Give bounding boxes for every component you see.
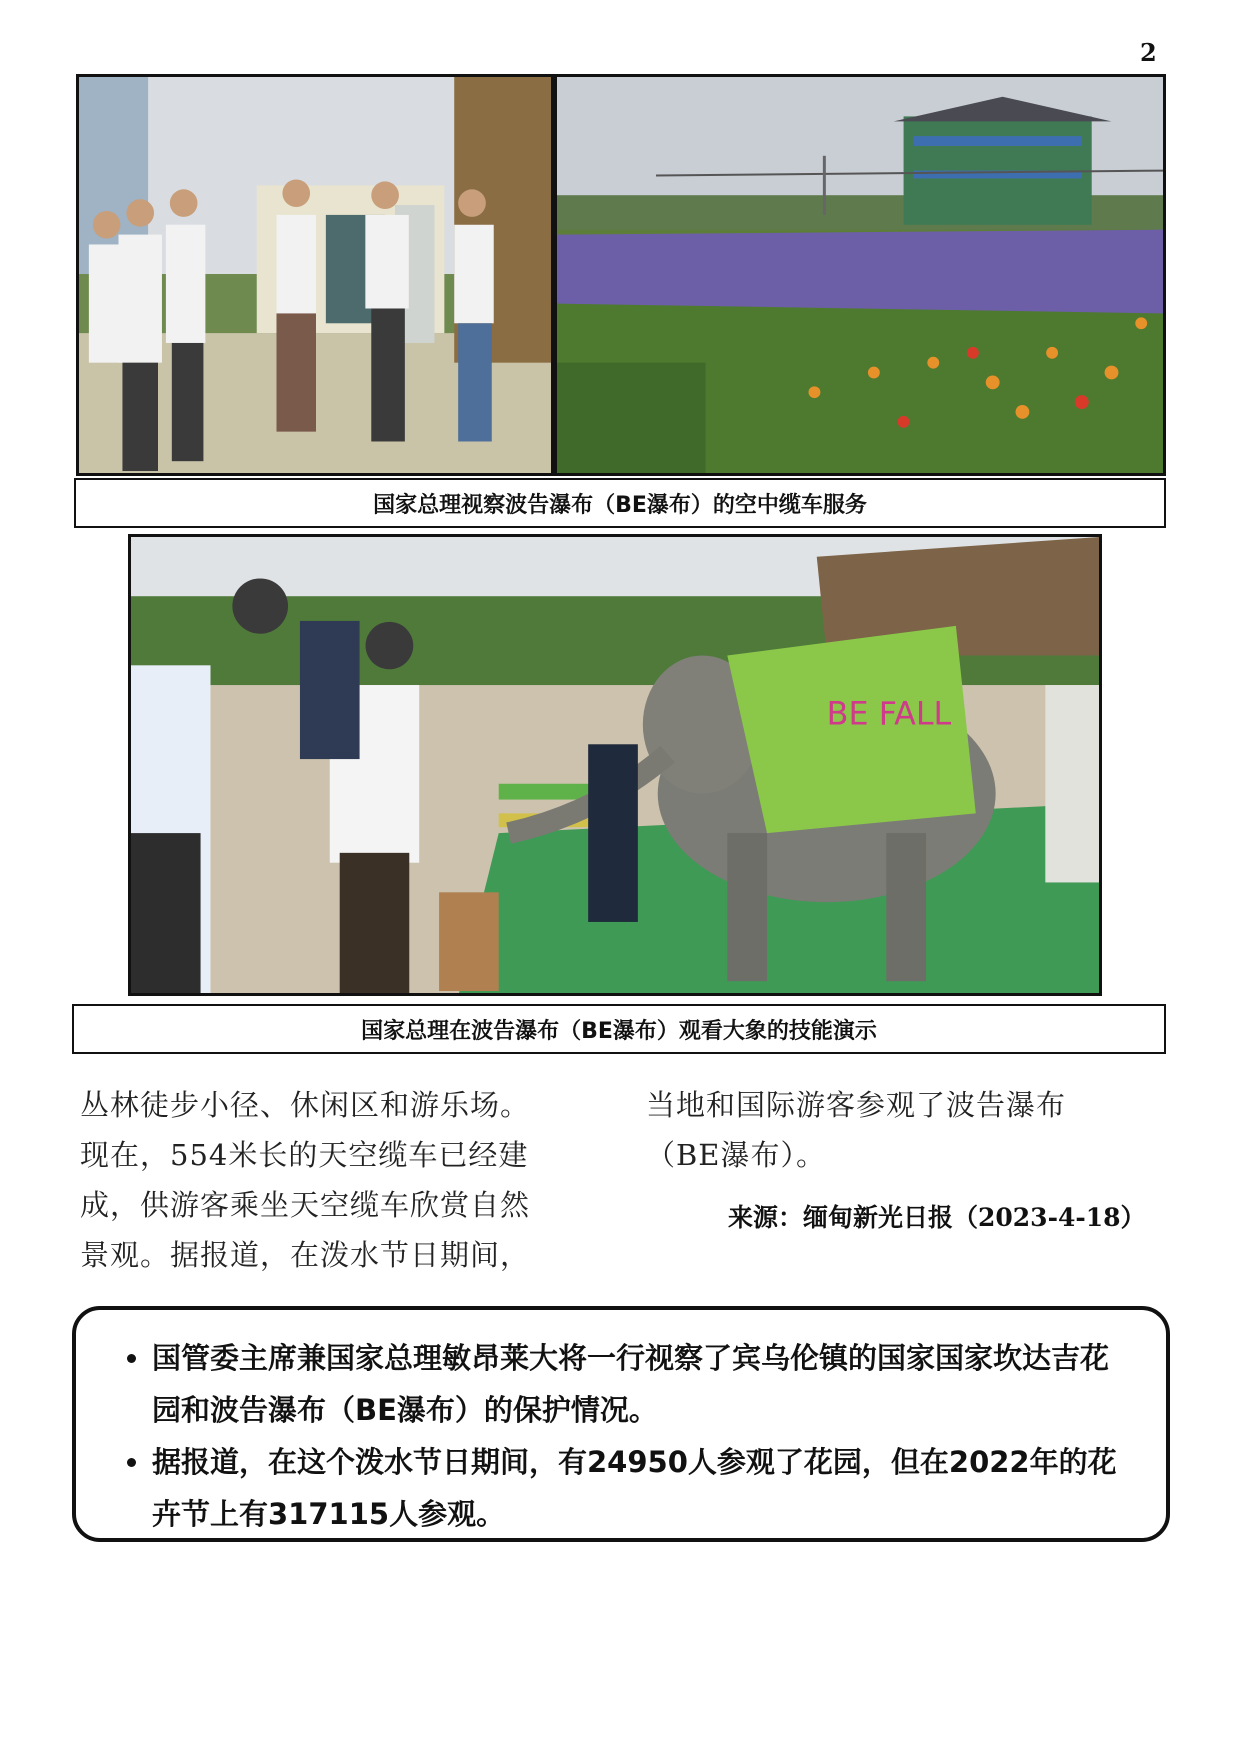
caption-middle: 国家总理在波告瀑布（BE瀑布）观看大象的技能演示 xyxy=(72,1004,1166,1054)
article-line: 成，供游客乘坐天空缆车欣赏自然 xyxy=(80,1188,531,1222)
summary-box xyxy=(72,1306,1170,1542)
photo-elephant-demonstration xyxy=(128,534,1102,996)
elephant-blanket-text: BE FALL xyxy=(826,696,952,733)
photo-officials-inspection xyxy=(76,74,554,476)
article-source: 来源：缅甸新光日报（2023-4-18） xyxy=(728,1203,1146,1232)
article-line: 景观。据报道，在泼水节日期间， xyxy=(80,1238,531,1272)
page-number: 2 xyxy=(1140,38,1157,67)
article-left-column xyxy=(80,1080,620,1280)
article-line: 现在，554米长的天空缆车已经建 xyxy=(80,1138,529,1172)
photo-cable-car-flower-field xyxy=(554,74,1166,476)
summary-list xyxy=(116,1332,1136,1540)
article-right-column xyxy=(646,1080,1166,1180)
article-line: 丛林徒步小径、休闲区和游乐场。 xyxy=(80,1088,531,1122)
summary-bullet: • 据报道，在这个泼水节日期间，有24950人参观了花园，但在2022年的花卉节上有317115人参观。 xyxy=(152,1436,1136,1540)
article-line: 当地和国际游客参观了波告瀑布 xyxy=(646,1088,1067,1122)
summary-bullet: • 国管委主席兼国家总理敏昂莱大将一行视察了宾乌伦镇的国家国家坎达吉花园和波告瀑布（BE瀑布）的保护情况。 xyxy=(152,1332,1136,1436)
article-line: （BE瀑布）。 xyxy=(646,1138,826,1172)
caption-top: 国家总理视察波告瀑布（BE瀑布）的空中缆车服务 xyxy=(74,478,1166,528)
